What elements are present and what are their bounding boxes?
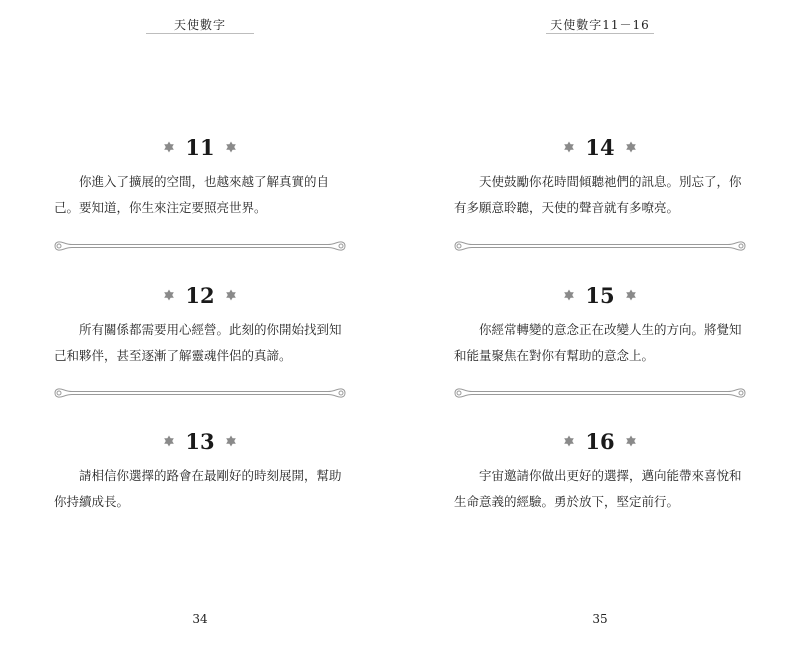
right-page	[400, 0, 800, 649]
entry-text: 你經常轉變的意念正在改變人生的方向。將覺知和能量聚焦在對你有幫助的意念上。	[454, 322, 742, 363]
ornament-divider	[52, 239, 348, 253]
entry-number: 15	[585, 282, 615, 308]
entry-number: 16	[585, 428, 615, 454]
star-icon	[163, 435, 175, 447]
entry-header	[54, 282, 346, 308]
entry-text: 請相信你選擇的路會在最剛好的時刻展開，幫助你持續成長。	[54, 468, 342, 509]
ornament-divider	[52, 386, 348, 400]
angel-number-entry	[454, 134, 746, 221]
star-icon	[225, 141, 237, 153]
star-icon	[563, 289, 575, 301]
entry-text: 天使鼓勵你花時間傾聽祂們的訊息。別忘了，你有多願意聆聽，天使的聲音就有多嘹亮。	[454, 174, 742, 215]
star-icon	[225, 289, 237, 301]
angel-number-entry	[54, 282, 346, 369]
star-icon	[225, 435, 237, 447]
entry-number: 11	[185, 134, 215, 160]
entry-header	[54, 428, 346, 454]
angel-number-entry	[454, 282, 746, 369]
star-icon	[563, 141, 575, 153]
running-head-rule	[546, 33, 654, 34]
star-icon	[563, 435, 575, 447]
entry-header	[454, 134, 746, 160]
star-icon	[625, 435, 637, 447]
ornament-divider	[452, 386, 748, 400]
entry-header	[454, 282, 746, 308]
angel-number-entry	[54, 428, 346, 515]
angel-number-entry	[54, 134, 346, 221]
entry-number: 14	[585, 134, 615, 160]
angel-number-entry	[454, 428, 746, 515]
star-icon	[625, 141, 637, 153]
page-number: 35	[592, 612, 608, 626]
running-head-rule	[146, 33, 254, 34]
star-icon	[163, 289, 175, 301]
star-icon	[625, 289, 637, 301]
entry-text: 所有關係都需要用心經營。此刻的你開始找到知己和夥伴，甚至逐漸了解靈魂伴侶的真諦。	[54, 322, 342, 363]
entry-header	[454, 428, 746, 454]
ornament-divider	[452, 239, 748, 253]
entry-header	[54, 134, 346, 160]
star-icon	[163, 141, 175, 153]
entry-number: 12	[185, 282, 215, 308]
running-head: 天使數字	[173, 18, 226, 32]
running-head: 天使數字11－16	[550, 18, 650, 32]
page-number: 34	[192, 612, 208, 626]
entry-text: 你進入了擴展的空間，也越來越了解真實的自己。要知道，你生來注定要照亮世界。	[54, 174, 330, 215]
entry-number: 13	[185, 428, 215, 454]
entry-text: 宇宙邀請你做出更好的選擇，邁向能帶來喜悅和生命意義的經驗。勇於放下，堅定前行。	[454, 468, 742, 509]
